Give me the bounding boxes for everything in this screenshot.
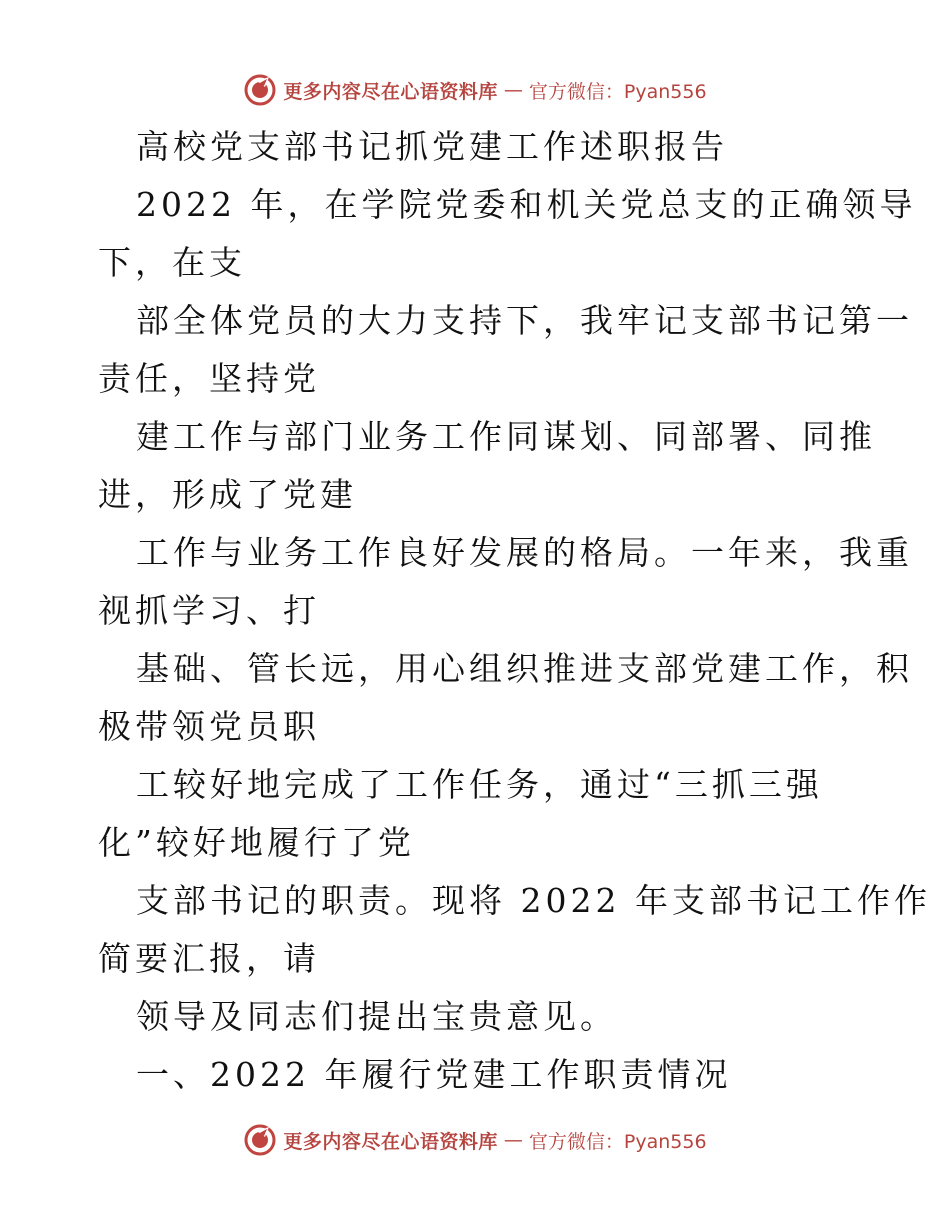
document-body	[98, 118, 931, 1104]
text-line: 2022 年，在学院党委和机关党总支的正确领导	[136, 185, 917, 224]
footer-watermark	[0, 1120, 950, 1160]
text-line: 下，在支	[98, 243, 246, 282]
document-title: 高校党支部书记抓党建工作述职报告	[136, 127, 728, 166]
text-line: 支部书记的职责。现将 2022 年支部书记工作作	[136, 881, 931, 920]
watermark-wechat: 官方微信：Pyan556	[528, 80, 707, 103]
text-line: 建工作与部门业务工作同谋划、同部署、同推	[136, 417, 876, 456]
section-heading: 一、2022 年履行党建工作职责情况	[136, 1055, 732, 1094]
watermark-separator: —	[503, 1129, 523, 1151]
text-line: 化”较好地履行了党	[98, 823, 415, 862]
text-line: 简要汇报，请	[98, 939, 320, 978]
text-line: 工作与业务工作良好发展的格局。一年来，我重	[136, 533, 913, 572]
text-line: 工较好地完成了工作任务，通过“三抓三强	[136, 765, 823, 804]
watermark-separator: —	[503, 79, 523, 101]
text-line: 进，形成了党建	[98, 475, 357, 514]
watermark-logo-icon	[243, 73, 277, 107]
text-line: 领导及同志们提出宝贵意见。	[136, 997, 617, 1036]
watermark-text: 更多内容尽在心语资料库	[283, 1130, 498, 1153]
watermark-logo-icon	[243, 1123, 277, 1157]
text-line: 部全体党员的大力支持下，我牢记支部书记第一	[136, 301, 913, 340]
text-line: 极带领党员职	[98, 707, 320, 746]
text-line: 视抓学习、打	[98, 591, 320, 630]
watermark-wechat: 官方微信：Pyan556	[528, 1130, 707, 1153]
text-line: 责任，坚持党	[98, 359, 320, 398]
text-line: 基础、管长远，用心组织推进支部党建工作，积	[136, 649, 913, 688]
header-watermark	[0, 70, 950, 110]
watermark-text: 更多内容尽在心语资料库	[283, 80, 498, 103]
